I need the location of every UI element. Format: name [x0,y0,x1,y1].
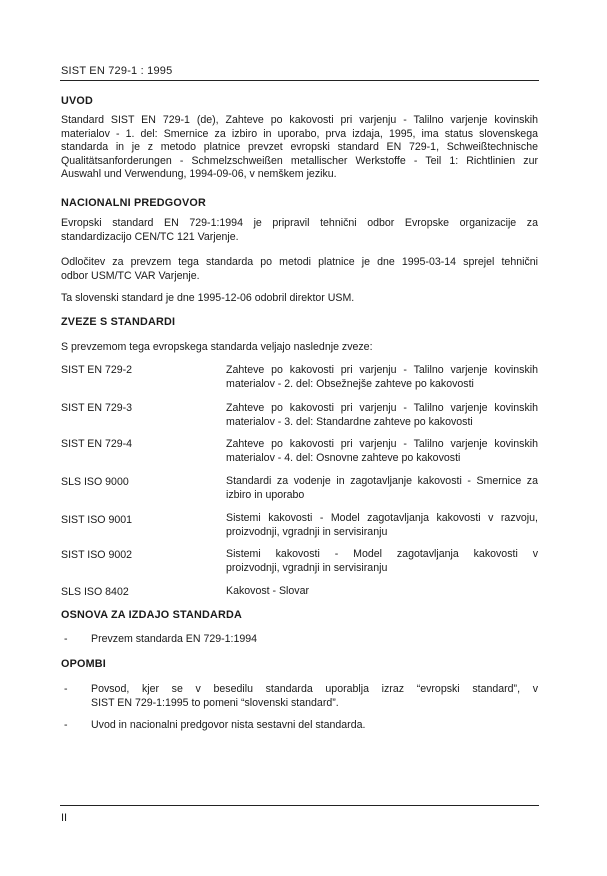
list-item-line: SIST EN 729-1:1995 to pomeni “slovenski standard”. [91,696,339,709]
reference-title-line: Kakovost - Slovar [226,585,310,597]
list-bullet: - [64,719,68,731]
reference-code: SIST ISO 9001 [61,514,133,526]
section-heading-opombi: OPOMBI [61,658,106,670]
section-heading-zveze-s-standardi: ZVEZE S STANDARDI [61,316,176,328]
reference-title [226,548,538,575]
nacionalni-paragraph-3: Ta slovenski standard je dne 1995-12-06 odobril direktor USM. [61,292,355,304]
nacionalni-paragraph-2 [61,256,538,283]
reference-code: SIST EN 729-2 [61,364,133,376]
reference-code: SIST EN 729-4 [61,438,133,450]
reference-code: SIST ISO 9002 [61,549,133,561]
paragraph-line: Evropski standard EN 729-1:1994 je pripravil tehnični odbor Evropske organizacije za [61,217,538,229]
reference-title [226,438,538,465]
reference-title [226,364,538,391]
list-item [91,719,538,733]
footer-rule [60,805,539,806]
uvod-line: Qualitätsanforderungen - Schmelzschweißen metallischer Werkstoffe - Teil 1: Richtlinien zur [61,154,538,167]
uvod-line: standarda in je z metodo platnice prevzet evropski standard EN 729-1, Schweißtechnische [61,141,538,154]
reference-title [226,475,538,502]
header-rule [60,80,539,81]
reference-title-line: Zahteve po kakovosti pri varjenju - Talilno varjenje kovinskih [226,438,538,450]
reference-code: SLS ISO 9000 [61,476,129,488]
paragraph-line: odbor USM/TC VAR Varjenje. [61,269,200,282]
list-item [91,683,538,710]
reference-title-line: proizvodnji, vgradnji in servisiranju [226,525,388,538]
reference-title-line: proizvodnji, vgradnji in servisiranju [226,561,388,574]
paragraph-line: Odločitev za prevzem tega standarda po metodi platnice je dne 1995-03-14 sprejel tehnični [61,256,538,268]
reference-title-line: Standardi za vodenje in zagotavljanje kakovosti - Smernice za [226,475,538,487]
reference-title-line: Sistemi kakovosti - Model zagotavljanja kakovosti v razvoju, [226,512,538,524]
reference-code: SLS ISO 8402 [61,586,129,598]
uvod-line: Standard SIST EN 729-1 (de), Zahteve po kakovosti pri varjenju - Talilno varjenje kovinskih [61,114,538,126]
reference-title [226,402,538,429]
uvod-line: materialov - 1. del: Smernice za izbiro in uporabo, prva izdaja, 1995, ima status slovenskega [61,127,538,140]
reference-title-line: materialov - 2. del: Obsežnejše zahteve po kakovosti [226,377,474,390]
list-bullet: - [64,683,68,695]
list-item [91,633,538,647]
reference-title [226,585,538,599]
uvod-paragraph [61,114,538,182]
list-item-line: Prevzem standarda EN 729-1:1994 [91,633,258,645]
section-heading-uvod: UVOD [61,95,93,107]
running-header: SIST EN 729-1 : 1995 [61,65,173,77]
reference-code: SIST EN 729-3 [61,402,133,414]
uvod-line: Auswahl und Verwendung, 1994-09-06, v nemškem jeziku. [61,168,337,181]
zveze-intro: S prevzemom tega evropskega standarda veljajo naslednje zveze: [61,341,373,353]
reference-title-line: Sistemi kakovosti - Model zagotavljanja kakovosti v [226,548,538,560]
reference-title-line: Zahteve po kakovosti pri varjenju - Talilno varjenje kovinskih [226,402,538,414]
reference-title-line: izbiro in uporabo [226,488,305,501]
reference-title-line: materialov - 4. del: Osnovne zahteve po kakovosti [226,451,461,464]
section-heading-nacionalni-predgovor: NACIONALNI PREDGOVOR [61,197,206,209]
section-heading-osnova: OSNOVA ZA IZDAJO STANDARDA [61,609,242,621]
list-item-line: Uvod in nacionalni predgovor nista sestavni del standarda. [91,719,366,731]
paragraph-line: standardizacijo CEN/TC 121 Varjenje. [61,230,239,243]
nacionalni-paragraph-1 [61,217,538,244]
list-item-line: Povsod, kjer se v besedilu standarda uporablja izraz “evropski standard”, v [91,683,538,695]
reference-title [226,512,538,539]
reference-title-line: materialov - 3. del: Standardne zahteve po kakovosti [226,415,473,428]
reference-title-line: Zahteve po kakovosti pri varjenju - Talilno varjenje kovinskih [226,364,538,376]
list-bullet: - [64,633,68,645]
page-number: II [61,812,68,824]
